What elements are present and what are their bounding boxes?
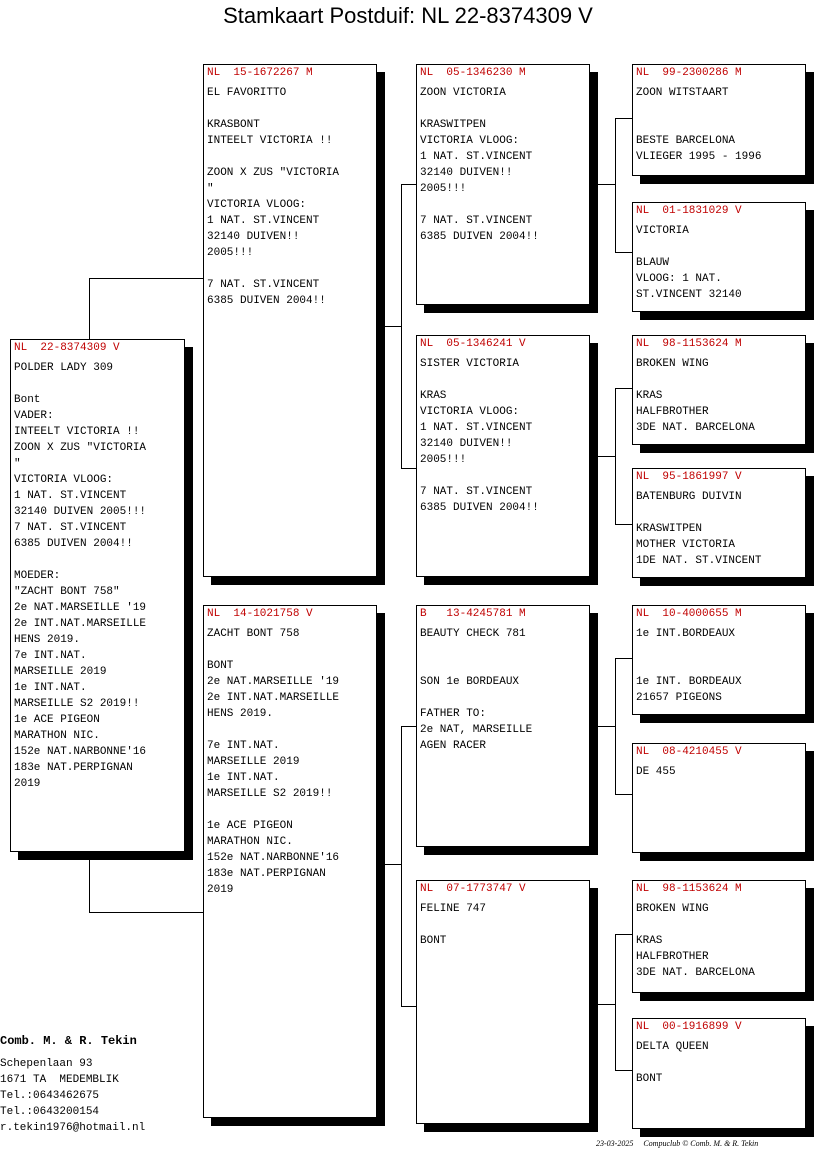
ggf-fmf-ring-number: NL 98-1153624 M (636, 338, 742, 350)
owner-address: Schepenlaan 93 (0, 1058, 93, 1070)
grandmother-paternal-details: SISTER VICTORIA KRAS VICTORIA VLOOG: 1 NAT. ST.VINCENT 32140 DUIVEN!! 2005!!! 7 NAT. ST.VINCENT 6385 DUIVEN 2004!! (420, 358, 539, 514)
connector-mf-mfm-h (615, 794, 632, 795)
mother-ring-number: NL 14-1021758 V (207, 608, 313, 620)
ggm-mfm-card (632, 743, 806, 853)
ggm-mmm-ring-number: NL 00-1916899 V (636, 1021, 742, 1033)
ggf-mff-ring-number: NL 10-4000655 M (636, 608, 742, 620)
connector-fm-fmm-h (615, 524, 632, 525)
connector-mf-parents-h (597, 726, 615, 727)
connector-mother-parents-v (401, 726, 402, 1006)
connector-fm-parents-h (597, 456, 615, 457)
mother-card (203, 605, 377, 1118)
owner-phone-1: Tel.:0643462675 (0, 1090, 100, 1102)
ggm-ffm-details: VICTORIA BLAUW VLOOG: 1 NAT. ST.VINCENT 32140 (636, 225, 742, 301)
connector-ff-parents-h (597, 184, 615, 185)
ggf-mmf-card (632, 880, 806, 993)
ggf-fff-card (632, 64, 806, 176)
connector-subject-father (89, 278, 90, 340)
ggm-ffm-ring-number: NL 01-1831029 V (636, 205, 742, 217)
connector-mm-mmm-h (615, 1070, 632, 1071)
grandfather-paternal-ring-number: NL 05-1346230 M (420, 67, 526, 79)
connector-fm-fmf-h (615, 388, 632, 389)
ggm-mmm-details: DELTA QUEEN BONT (636, 1041, 709, 1085)
ggf-fmf-details: BROKEN WING KRAS HALFBROTHER 3DE NAT. BARCELONA (636, 358, 755, 434)
connector-subject-father-h (89, 278, 203, 279)
connector-father-fm-h (401, 468, 416, 469)
connector-mm-parents-v (615, 934, 616, 1070)
connector-fm-parents-v (615, 388, 616, 524)
ggm-fmm-card (632, 468, 806, 578)
connector-mf-parents-v (615, 658, 616, 794)
ggf-mff-card (632, 605, 806, 715)
ggf-fmf-card (632, 335, 806, 445)
footer-credit: 23-03-2025 Compuclub © Comb. M. & R. Tekin (596, 1139, 759, 1148)
connector-mother-mf-h (401, 726, 416, 727)
subject-details: POLDER LADY 309 Bont VADER: INTEELT VICTORIA !! ZOON X ZUS "VICTORIA " VICTORIA VLOOG: 1 NAT. ST.VINCENT 32140 DUIVEN 2005!!! 7 NAT. ST.VINCENT 6385 DUIVEN 2004!! MOEDER: "ZACHT BONT 758" 2e NAT.MARSEILLE '19 2e INT.NAT.MARSEILLE HENS 2019. 7e INT.NAT. MARSEILLE 2019 1e INT.NAT. MARSEILLE S2 2019!! 1e ACE PIGEON MARATHON NIC. 152e NAT.NARBONNE'16 183e NAT.PERPIGNAN 2019 (14, 362, 147, 790)
subject-ring-number: NL 22-8374309 V (14, 342, 120, 354)
ggf-mmf-details: BROKEN WING KRAS HALFBROTHER 3DE NAT. BARCELONA (636, 903, 755, 979)
ggf-fff-details: ZOON WITSTAART BESTE BARCELONA VLIEGER 1995 - 1996 (636, 87, 762, 163)
grandfather-paternal-details: ZOON VICTORIA KRASWITPEN VICTORIA VLOOG: 1 NAT. ST.VINCENT 32140 DUIVEN!! 2005!!! 7 NAT. ST.VINCENT 6385 DUIVEN 2004!! (420, 87, 539, 243)
connector-mother-mm-h (401, 1006, 416, 1007)
grandmother-paternal-card (416, 335, 590, 577)
owner-name: Comb. M. & R. Tekin (0, 1034, 137, 1048)
father-details: EL FAVORITTO KRASBONT INTEELT VICTORIA !! ZOON X ZUS "VICTORIA " VICTORIA VLOOG: 1 NAT. ST.VINCENT 32140 DUIVEN!! 2005!!! 7 NAT. ST.VINCENT 6385 DUIVEN 2004!! (207, 87, 340, 307)
grandfather-paternal-card (416, 64, 590, 305)
owner-email: r.tekin1976@hotmail.nl (0, 1122, 146, 1134)
grandfather-maternal-ring-number: B 13-4245781 M (420, 608, 526, 620)
father-ring-number: NL 15-1672267 M (207, 67, 313, 79)
ggm-fmm-ring-number: NL 95-1861997 V (636, 471, 742, 483)
connector-subject-mother-h (89, 912, 203, 913)
page-title: Stamkaart Postduif: NL 22-8374309 V (223, 3, 593, 28)
grandmother-maternal-details: FELINE 747 BONT (420, 903, 487, 947)
ggm-ffm-card (632, 202, 806, 312)
owner-city: 1671 TA MEDEMBLIK (0, 1074, 119, 1086)
owner-phone-2: Tel.:0643200154 (0, 1106, 100, 1118)
connector-subject-mother (89, 858, 90, 912)
subject-card (10, 339, 185, 852)
connector-ff-parents-v (615, 118, 616, 252)
mother-details: ZACHT BONT 758 BONT 2e NAT.MARSEILLE '19 2e INT.NAT.MARSEILLE HENS 2019. 7e INT.NAT. MARSEILLE 2019 1e INT.NAT. MARSEILLE S2 2019!! 1e ACE PIGEON MARATHON NIC. 152e NAT.NARBONNE'16 183e NAT.PERPIGNAN 2019 (207, 628, 340, 896)
grandmother-maternal-ring-number: NL 07-1773747 V (420, 883, 526, 895)
father-card (203, 64, 377, 577)
ggf-mff-details: 1e INT.BORDEAUX 1e INT. BORDEAUX 21657 PIGEONS (636, 628, 742, 704)
grandfather-maternal-card (416, 605, 590, 847)
ggm-mfm-details: DE 455 (636, 766, 676, 778)
ggf-fff-ring-number: NL 99-2300286 M (636, 67, 742, 79)
connector-ff-ffm-h (615, 252, 632, 253)
connector-father-parents-h (384, 326, 402, 327)
grandfather-maternal-details: BEAUTY CHECK 781 SON 1e BORDEAUX FATHER TO: 2e NAT, MARSEILLE AGEN RACER (420, 628, 533, 752)
ggm-mmm-card (632, 1018, 806, 1129)
grandmother-maternal-card (416, 880, 590, 1124)
owner-block (0, 1034, 200, 1136)
connector-mother-parents-h (384, 864, 402, 865)
ggm-fmm-details: BATENBURG DUIVIN KRASWITPEN MOTHER VICTORIA 1DE NAT. ST.VINCENT (636, 491, 762, 567)
grandmother-paternal-ring-number: NL 05-1346241 V (420, 338, 526, 350)
connector-ff-fff-h (615, 118, 632, 119)
ggf-mmf-ring-number: NL 98-1153624 M (636, 883, 742, 895)
connector-mm-mmf-h (615, 934, 632, 935)
connector-father-parents-v (401, 184, 402, 468)
ggm-mfm-ring-number: NL 08-4210455 V (636, 746, 742, 758)
connector-father-ff-h (401, 184, 416, 185)
connector-mf-mff-h (615, 658, 632, 659)
connector-mm-parents-h (597, 1004, 615, 1005)
